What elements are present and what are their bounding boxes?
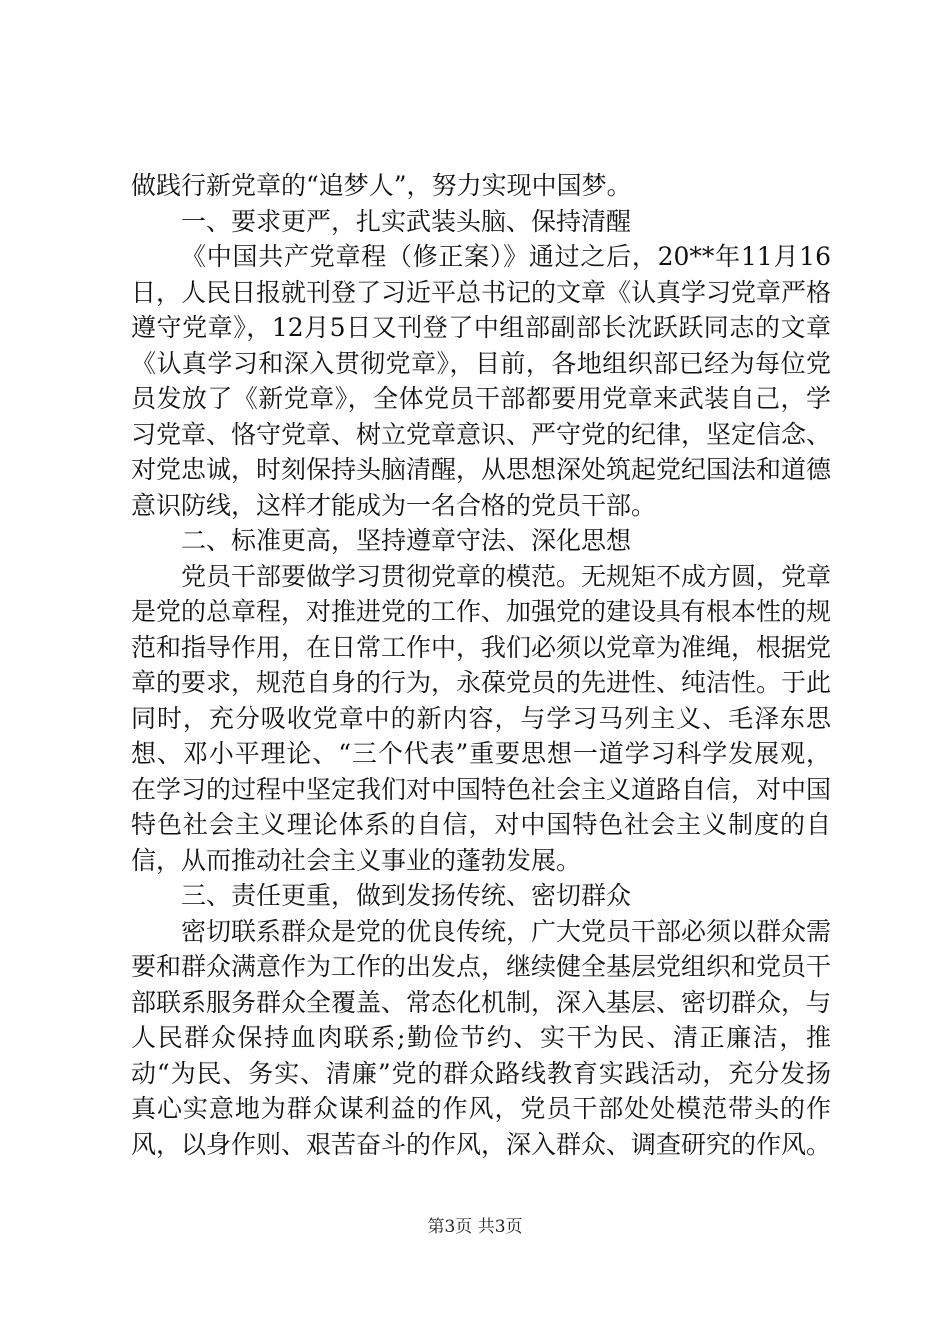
page-footer (0, 1216, 950, 1238)
body-paragraph-3: 密切联系群众是党的优良传统，广大党员干部必须以群众需要和群众满意作为工作的出发点，继续健全基层党组织和党员干部联系服务群众全覆盖、常态化机制，深入基层、密切群众，与人民群众保持血肉联系;勤俭节约、实干为民、清正廉洁，推动“为民、务实、清廉”党的群众路线教育实践活动，充分发扬真心实意地为群众谋利益的作风，党员干部处处模范带头的作风，以身作则、艰苦奋斗的作风，深入群众、调查研究的作风。 (131, 916, 832, 1159)
section-heading-3: 三、责任更重，做到发扬传统、密切群众 (181, 881, 632, 910)
continuation-paragraph: 做践行新党章的“追梦人”，努力实现中国梦。 (131, 171, 632, 200)
body-paragraph-2: 党员干部要做学习贯彻党章的模范。无规矩不成方圆，党章是党的总章程，对推进党的工作、加强党的建设具有根本性的规范和指导作用，在日常工作中，我们必须以党章为准绳，根据党章的要求，规范自身的行为，永葆党员的先进性、纯洁性。于此同时，充分吸收党章中的新内容，与学习马列主义、毛泽东思想、邓小平理论、“三个代表”重要思想一道学习科学发展观，在学习的过程中坚定我们对中国特色社会主义道路自信，对中国特色社会主义理论体系的自信，对中国特色社会主义制度的自信，从而推动社会主义事业的蓬勃发展。 (131, 561, 832, 875)
body-paragraph-1: 《中国共产党章程（修正案）》通过之后，20**年11月16日，人民日报就刊登了习近平总书记的文章《认真学习党章严格遵守党章》，12月5日又刊登了中组部副部长沈跃跃同志的文章《认真学习和深入贯彻党章》，目前，各地组织部已经为每位党员发放了《新党章》，全体党员干部都要用党章来武装自己，学习党章、恪守党章、树立党章意识、严守党的纪律，坚定信念、对党忠诚，时刻保持头脑清醒，从思想深处筑起党纪国法和道德意识防线，这样才能成为一名合格的党员干部。 (131, 242, 832, 520)
section-heading-1: 一、要求更严，扎实武装头脑、保持清醒 (181, 206, 632, 236)
section-heading-2: 二、标准更高，坚持遵章守法、深化思想 (181, 526, 632, 555)
document-body (131, 168, 831, 1162)
page-number-label: 第3页 共3页 (427, 1217, 523, 1237)
